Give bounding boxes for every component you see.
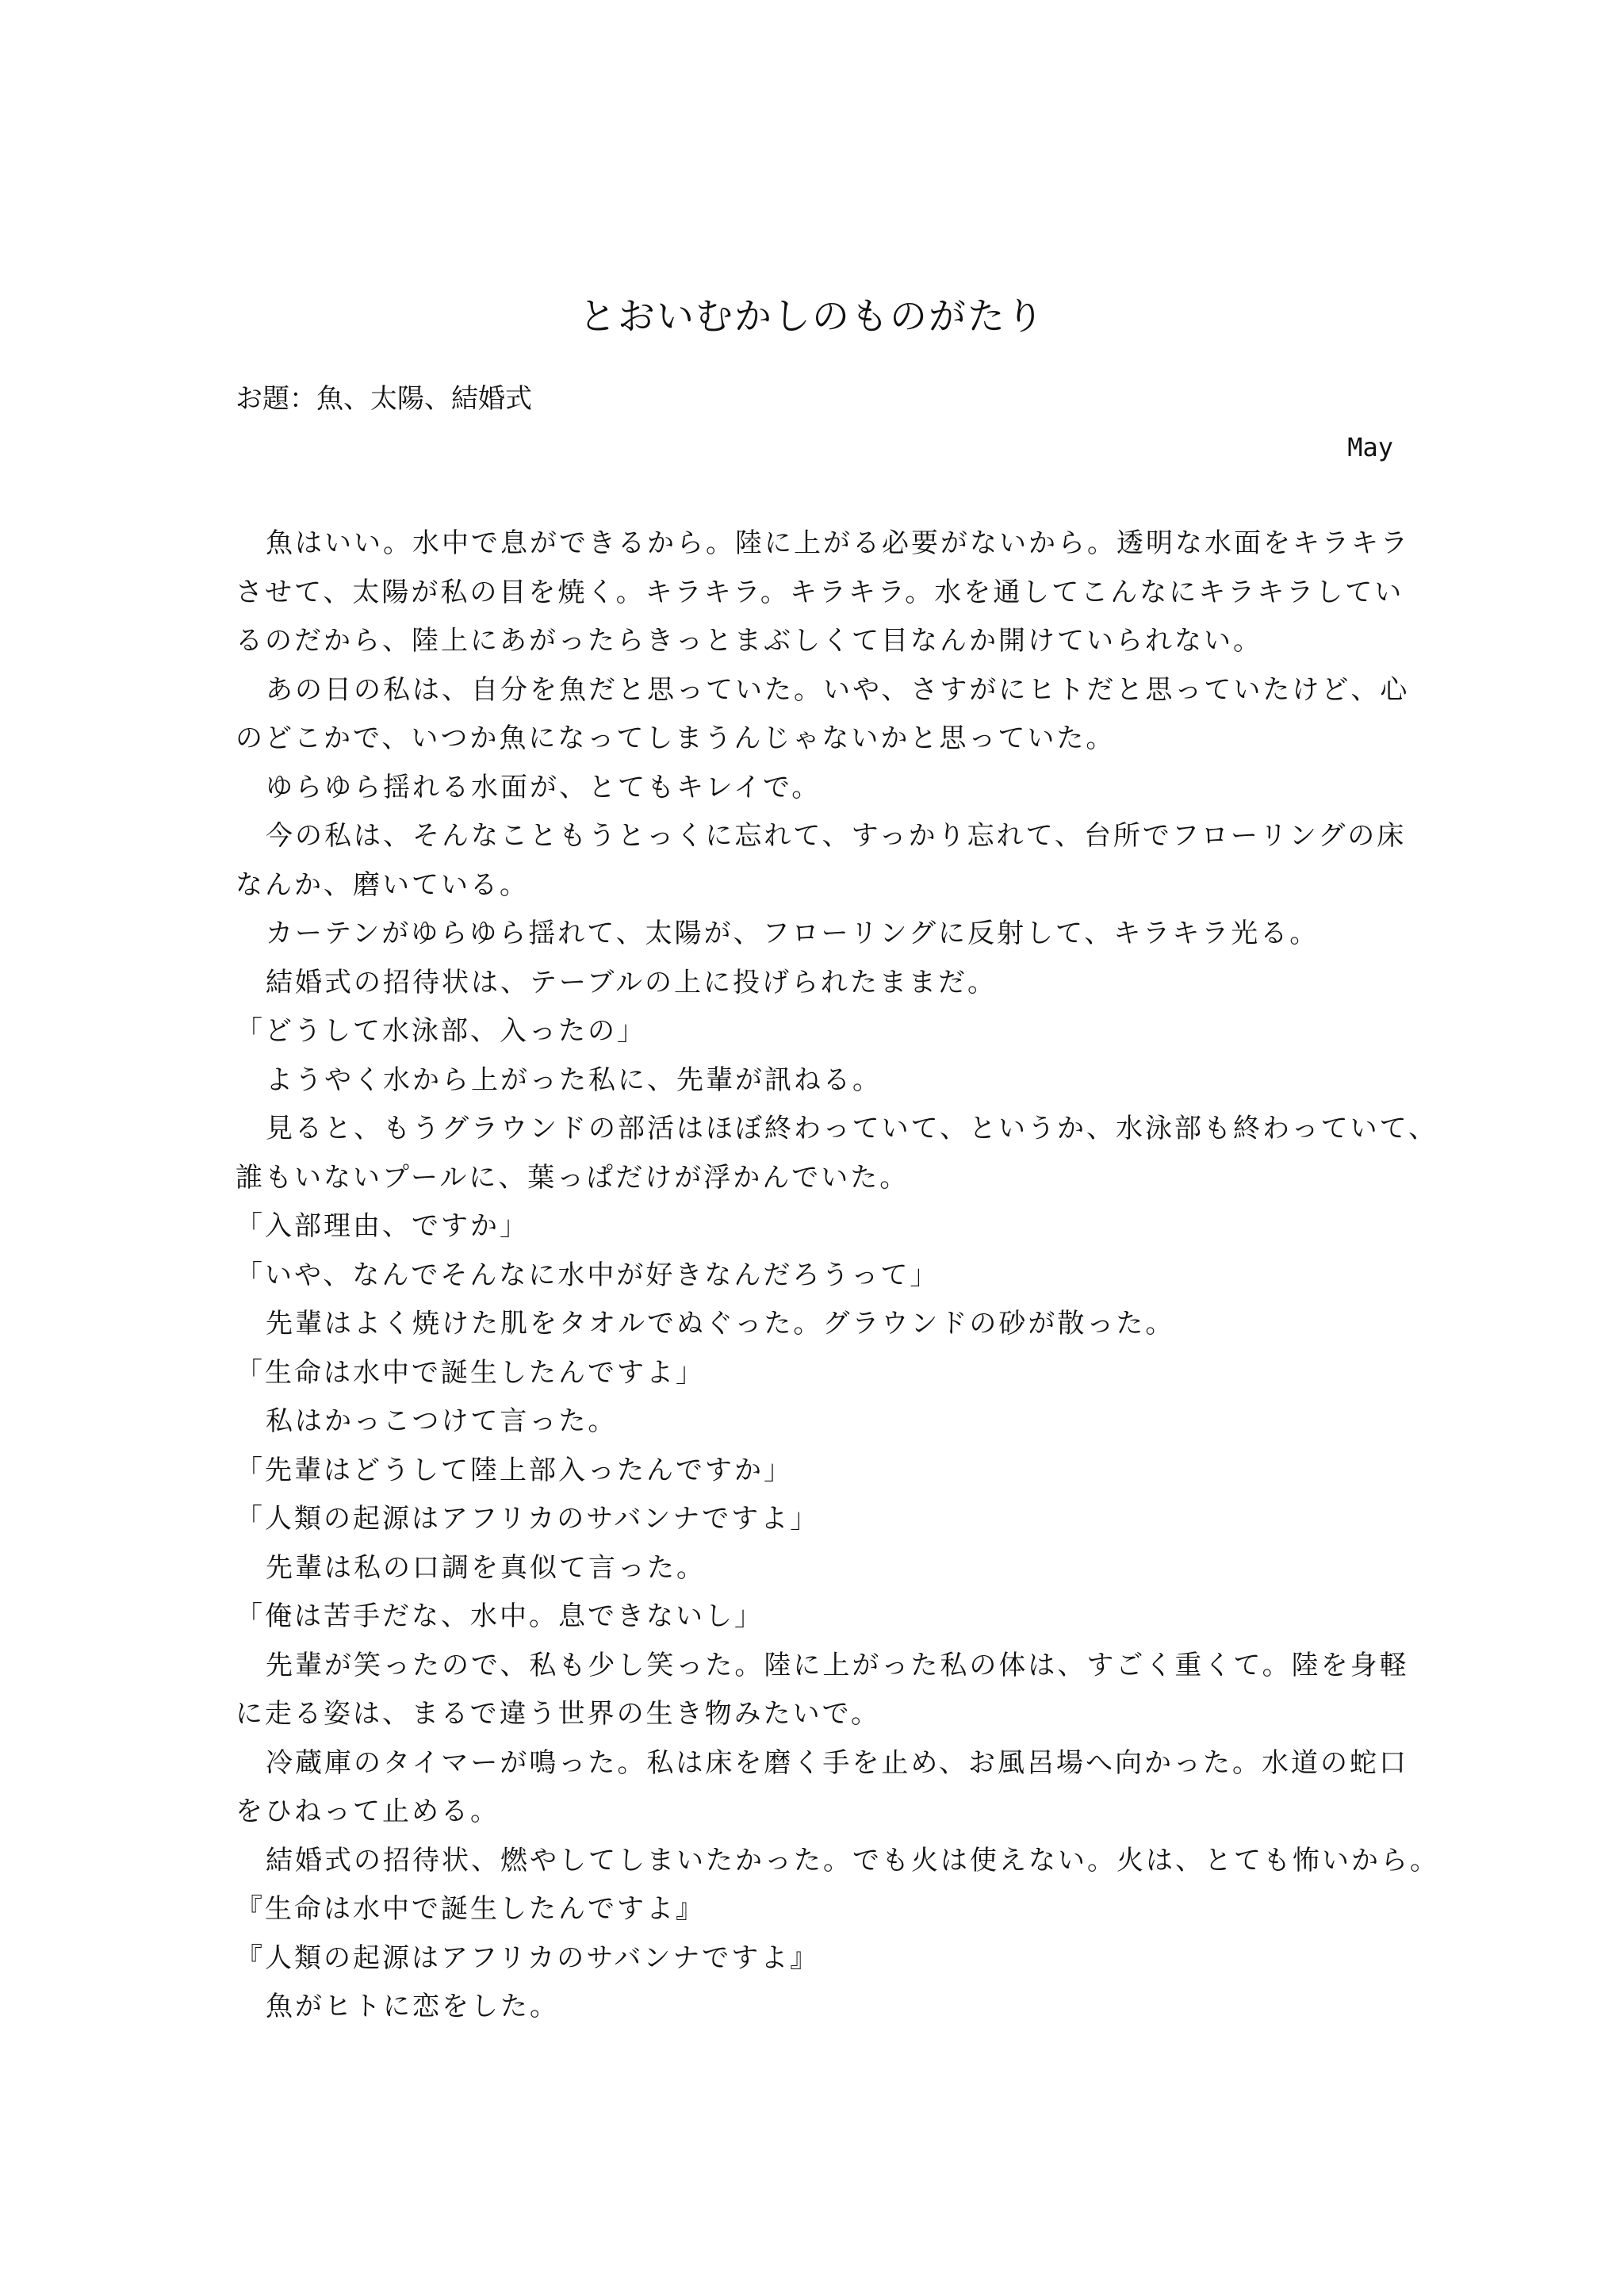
body-line: 「いや、なんでそんなに水中が好きなんだろうって」: [236, 1259, 940, 1291]
body-line: 魚はいい。水中で息ができるから。陸に上がる必要がないから。透明な水面をキラキラ: [266, 527, 1410, 559]
body-line: ようやく水から上がった私に、先輩が訊ねる。: [266, 1064, 882, 1096]
body-line: ゆらゆら揺れる水面が、とてもキレイで。: [266, 771, 822, 803]
body-line: 先輩が笑ったので、私も少し笑った。陸に上がった私の体は、すごく重くて。陸を身軽: [266, 1649, 1409, 1681]
body-line: なんか、磨いている。: [236, 868, 529, 901]
story-theme: お題：魚、太陽、結婚式: [236, 383, 532, 415]
body-line: のどこかで、いつか魚になってしまうんじゃないかと思っていた。: [236, 723, 1116, 754]
body-line: 誰もいないプールに、葉っぱだけが浮かんでいた。: [236, 1161, 910, 1194]
body-line: 先輩はよく焼けた肌をタオルでぬぐった。グラウンドの砂が散った。: [266, 1308, 1175, 1340]
body-line: 「どうして水泳部、入ったの」: [236, 1015, 646, 1047]
body-line: 「先輩はどうして陸上部入ったんですか」: [236, 1454, 793, 1486]
story-body: [236, 519, 1439, 2032]
body-line: 「生命は水中で誕生したんですよ」: [236, 1356, 705, 1389]
body-line: 「人類の起源はアフリカのサバンナですよ」: [236, 1503, 820, 1535]
body-line: 「入部理由、ですか」: [236, 1210, 529, 1242]
body-line: 結婚式の招待状は、テーブルの上に投げられたままだ。: [266, 966, 997, 999]
body-line: に走る姿は、まるで違う世界の生き物みたいで。: [236, 1698, 880, 1730]
body-line: あの日の私は、自分を魚だと思っていた。いや、さすがにヒトだと思っていたけど、心: [266, 673, 1410, 706]
body-line: 冷蔵庫のタイマーが鳴った。私は床を磨く手を止め、お風呂場へ向かった。水道の蛇口: [266, 1746, 1408, 1779]
body-line: 今の私は、そんなこともうとっくに忘れて、すっかり忘れて、台所でフローリングの床: [266, 820, 1407, 852]
body-line: 先輩は私の口調を真似て言った。: [266, 1551, 706, 1584]
body-line: 魚がヒトに恋をした。: [266, 1991, 559, 2022]
body-line: 「俺は苦手だな、水中。息できないし」: [236, 1600, 764, 1632]
body-line: 『生命は水中で誕生したんですよ』: [236, 1893, 705, 1925]
body-line: 私はかっこつけて言った。: [266, 1405, 618, 1437]
story-author: May: [1347, 432, 1393, 462]
body-line: カーテンがゆらゆら揺れて、太陽が、フローリングに反射して、キラキラ光る。: [266, 918, 1320, 949]
body-line: るのだから、陸上にあがったらきっとまぶしくて目なんか開けていられない。: [236, 625, 1262, 657]
story-title: とおいむかしのものがたり: [579, 295, 1045, 339]
body-line: 見ると、もうグラウンドの部活はほぼ終わっていて、というか、水泳部も終わっていて、: [266, 1113, 1438, 1144]
body-line: 『人類の起源はアフリカのサバンナですよ』: [236, 1941, 820, 1974]
body-line: 結婚式の招待状、燃やしてしまいたかった。でも火は使えない。火は、とても怖いから。: [266, 1844, 1439, 1876]
body-line: させて、太陽が私の目を焼く。キラキラ。キラキラ。水を通してこんなにキラキラしてい: [236, 576, 1404, 608]
body-line: をひねって止める。: [236, 1796, 500, 1827]
